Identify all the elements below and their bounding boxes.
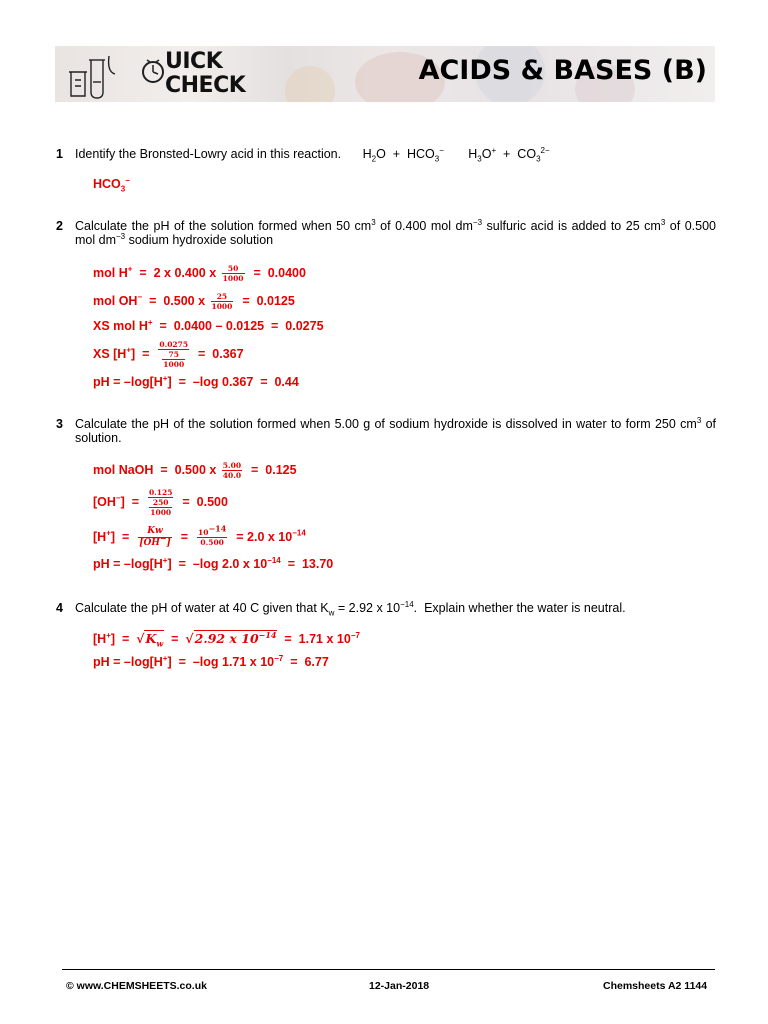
reaction-equation: $H_2O + HCO_3^-$ $H_3O^+ + CO_3^{2-}$	[362, 145, 550, 164]
question-number: 3	[56, 417, 63, 431]
question-number: 1	[56, 147, 63, 161]
answer-3-line-4: pH = –log[H+] = –log 2.0 x $10^{-14} = 13.70$	[93, 555, 334, 571]
answer-2-line-2: mol OH− = 0.500 x $\frac{25}{1000}$ = 0.0125	[93, 292, 295, 311]
question-text: Calculate the pH of the solution formed when 5.00 g of sodium hydroxide is dissolved in water to form 250 $cm^3$ of solution.	[75, 415, 716, 445]
question-number: 2	[56, 219, 63, 233]
answer-4-line-1: $[H^+] = √K_w = √2.92$ x $10^{-14} = 1.71$ x $10^{-7}$	[93, 629, 360, 649]
footer-sheet-id: Chemsheets A2 1144	[603, 980, 708, 992]
answer-3-line-2: [OH−] = $\frac{0.125}{\frac{250}{1000}}$ = 0.500	[93, 488, 228, 517]
footer-website: © www.CHEMSHEETS.co.uk	[66, 980, 207, 992]
header-banner	[55, 46, 715, 102]
answer-2-line-3: XS mol H+ = 0.0400 – 0.0125 = 0.0275	[93, 317, 324, 333]
lab-glassware-icon	[67, 52, 167, 100]
footer-date: 12-Jan-2018	[369, 980, 430, 992]
answer-1: $HCO_3^-$	[93, 175, 130, 194]
question-text: Calculate the pH of the solution formed when 50 $cm^3$ of 0.400 mol $dm^{-3}$ sulfuric acid is added to 25 $cm^3$ of 0.500 mol $dm^{-3}$ sodium hydroxide solution	[75, 217, 716, 247]
answer-2-line-1: mol H+ = 2 x 0.400 x $\frac{50}{1000}$ = 0.0400	[93, 264, 306, 283]
answer-3-line-1: mol NaOH = 0.500 x $\frac{5.00}{40.0}$ = 0.125	[93, 461, 297, 480]
answer-2-line-5: pH = –log[H+] = –log 0.367 = 0.44	[93, 373, 299, 389]
footer-divider	[62, 969, 715, 970]
answer-4-line-2: pH = –log[H+] = –log 1.71 x $10^{-7} = 6.77$	[93, 653, 329, 669]
answer-2-line-4: XS [H+] = $\frac{0.0275}{\frac{75}{1000}}$ = 0.367	[93, 340, 244, 369]
page-title: ACIDS & BASES (B)	[418, 55, 707, 86]
question-text: Calculate the pH of water at 40 C given that $K_w = 2.92$ x $10^{-14}$. Explain whether the water is neutral.	[75, 599, 626, 618]
quick-check-logo: UICK CHECK	[165, 49, 246, 98]
question-text: Identify the Bronsted-Lowry acid in this reaction. $H_2O + HCO_3^-$ $H_3O^+ + CO_3^{2-}$	[75, 145, 550, 164]
question-number: 4	[56, 601, 63, 615]
answer-3-line-3: [H+] = $\frac{Kw}{[OH^-]}$ = $\frac{10^{-14}}{0.500}$ = 2.0 x $10^{-14}$	[93, 523, 306, 548]
